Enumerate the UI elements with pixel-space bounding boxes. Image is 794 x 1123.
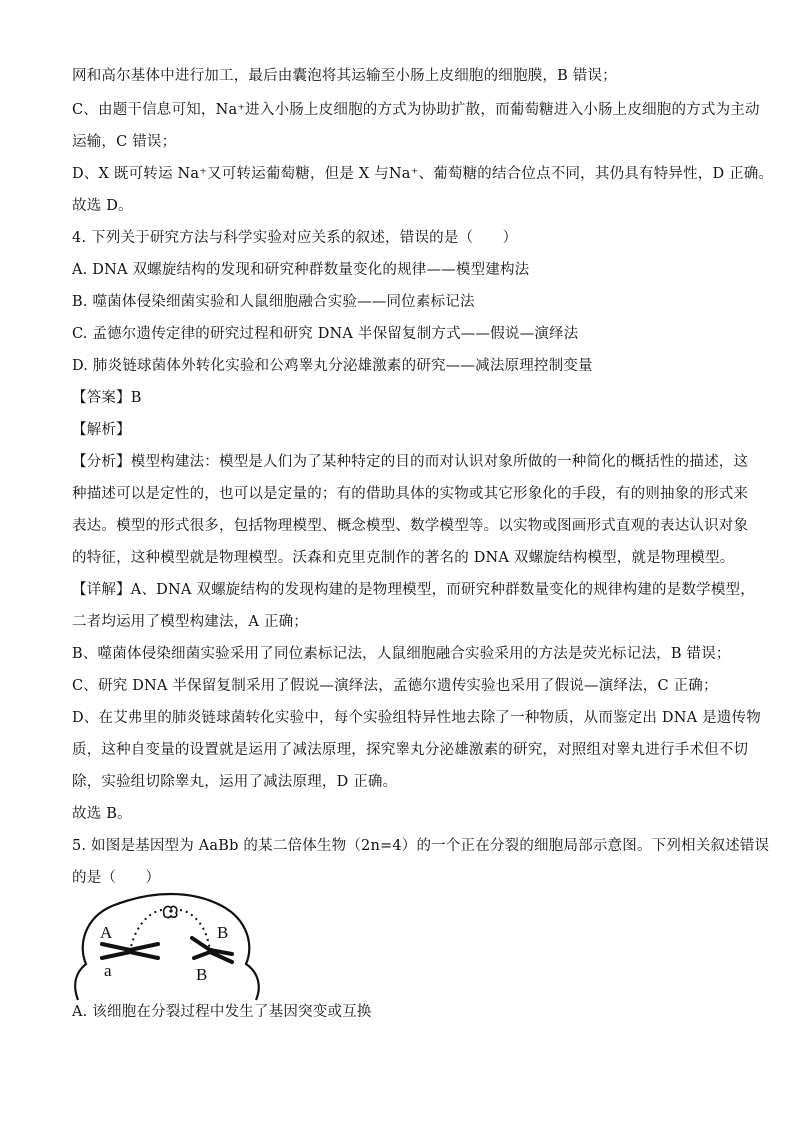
option-a: A. DNA 双螺旋结构的发现和研究种群数量变化的规律——模型建构法 (72, 262, 530, 278)
question-5-stem: 5. 如图是基因型为 AaBb 的某二倍体生物（2n=4）的一个正在分裂的细胞局部示意图。下列相关叙述错误 (72, 838, 770, 854)
text-line: 【详解】A、DNA 双螺旋结构的发现构建的是物理模型，而研究种群数量变化的规律构建的是数学模型， (72, 582, 755, 598)
gene-label-B-bottom: B (196, 965, 208, 984)
option-a-q5: A. 该细胞在分裂过程中发生了基因突变或互换 (72, 1004, 372, 1020)
chromosome-left (102, 944, 158, 958)
answer-line: 【答案】B (72, 390, 142, 406)
text-line: 种描述可以是定性的，也可以是定量的；有的借助具体的实物或其它形象化的手段，有的则抽象的形式来 (72, 486, 749, 502)
text-line: C、由题干信息可知，Na⁺进入小肠上皮细胞的方式为协助扩散，而葡萄糖进入小肠上皮细胞的方式为主动 (72, 102, 760, 118)
text-line: 网和高尔基体中进行加工，最后由囊泡将其运输至小肠上皮细胞的细胞膜，B 错误； (72, 68, 617, 84)
option-d: D. 肺炎链球菌体外转化实验和公鸡睾丸分泌雄激素的研究——减法原理控制变量 (72, 358, 593, 374)
cell-division-figure (72, 888, 262, 1006)
text-line: 运输，C 错误； (72, 134, 177, 150)
text-line: 故选 D。 (72, 198, 133, 214)
cell-diagram (72, 888, 262, 1006)
question-4-stem: 4. 下列关于研究方法与科学实验对应关系的叙述，错误的是（ ） (72, 230, 518, 246)
text-line: 除，实验组切除睾丸，运用了减法原理，D 正确。 (72, 774, 398, 790)
text-line: B、噬菌体侵染细菌实验采用了同位素标记法，人鼠细胞融合实验采用的方法是荧光标记法，B 错误； (72, 646, 731, 662)
text-line: 的特征，这种模型就是物理模型。沃森和克里克制作的著名的 DNA 双螺旋结构模型，就是物理模型。 (72, 550, 735, 566)
gene-label-B-top: B (217, 923, 229, 942)
text-line: 二者均运用了模型构建法，A 正确； (72, 614, 308, 630)
option-b: B. 噬菌体侵染细菌实验和人鼠细胞融合实验——同位素标记法 (72, 294, 475, 310)
text-line: D、在艾弗里的肺炎链球菌转化实验中，每个实验组特异性地去除了一种物质，从而鉴定出 DNA 是遗传物 (72, 710, 761, 726)
gene-label-A: A (100, 923, 113, 942)
cell-membrane (75, 894, 259, 1000)
text-line: C、研究 DNA 半保留复制采用了假说—演绎法，孟德尔遗传实验也采用了假说—演绎法，C 正确； (72, 678, 718, 694)
text-line: D、X 既可转运 Na⁺又可转运葡萄糖，但是 X 与Na⁺、葡萄糖的结合位点不同，其仍具有特异性，D 正确。 (72, 166, 774, 182)
centrosome-icon (164, 906, 177, 917)
analysis-heading: 【解析】 (72, 422, 131, 438)
text-line: 的是（ ） (72, 870, 161, 886)
gene-label-a: a (104, 961, 112, 980)
text-line: 【分析】模型构建法：模型是人们为了某种特定的目的而对认识对象所做的一种简化的概括性的描述，这 (72, 454, 749, 470)
option-c: C. 孟德尔遗传定律的研究过程和研究 DNA 半保留复制方式——假说—演绎法 (72, 326, 579, 342)
text-line: 表达。模型的形式很多，包括物理模型、概念模型、数学模型等。以实物或图画形式直观的表达认识对象 (72, 518, 749, 534)
text-line: 质，这种自变量的设置就是运用了减法原理，探究睾丸分泌雄激素的研究，对照组对睾丸进行手术但不切 (72, 742, 749, 758)
text-line: 故选 B。 (72, 806, 132, 822)
